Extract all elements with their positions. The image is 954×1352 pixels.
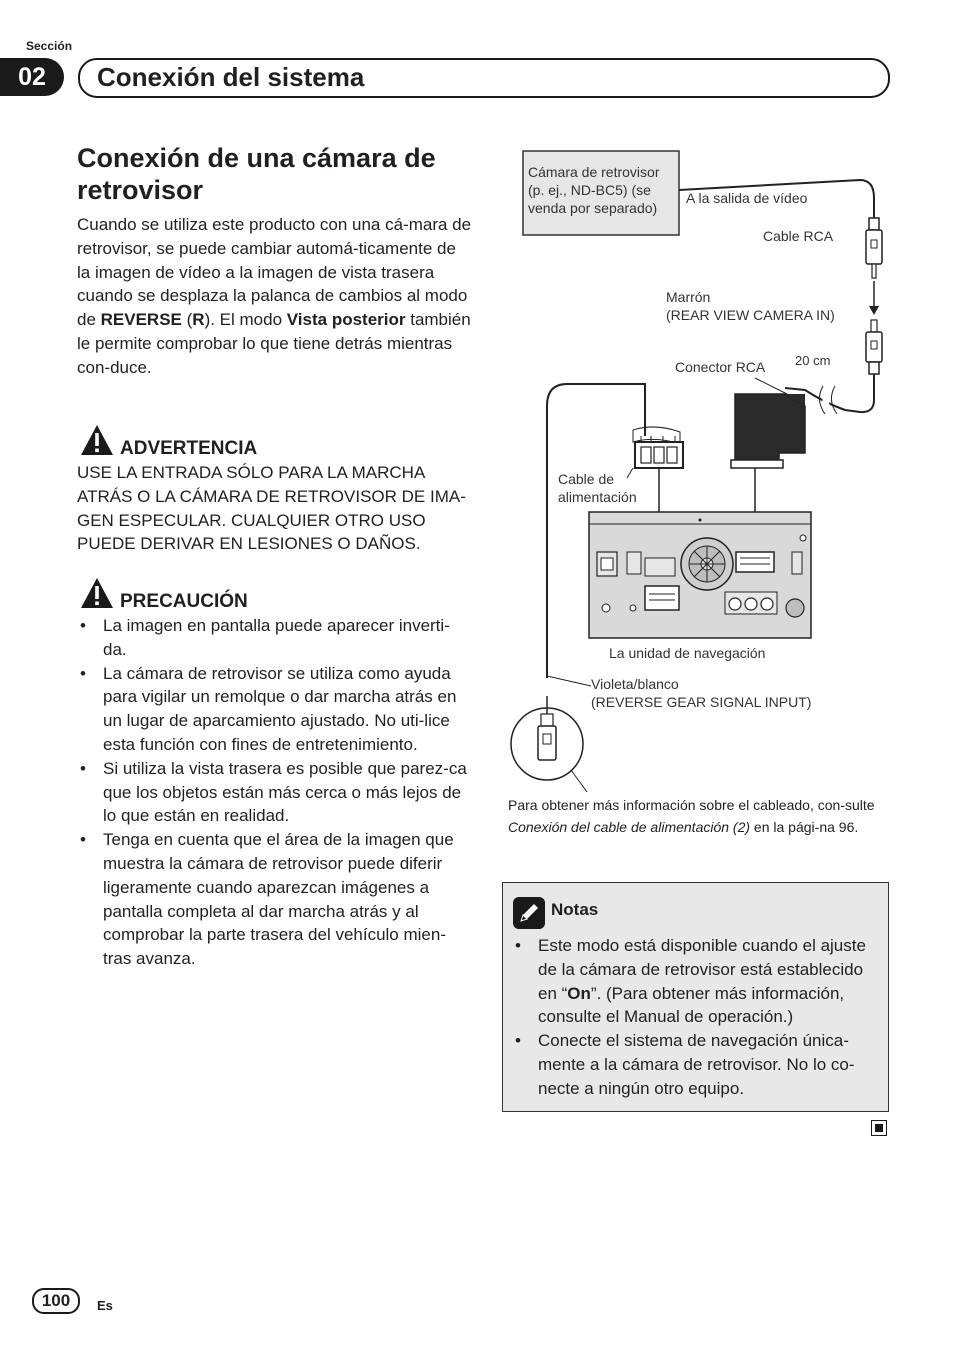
intro-paragraph: Cuando se utiliza este producto con una cá-mara de retrovisor, se puede cambiar automá-ticamente de la imagen de vídeo a la imagen de vista trasera cuando se desplaza la palanca de cambios al modo de REVERSE (R). El modo Vista posterior también le permite comprobar lo que tiene detrás mientras con-duce. (77, 215, 472, 377)
camera-label: Cámara de retrovisor (p. ej., ND-BC5) (se venda por separado) (528, 164, 660, 216)
pencil-icon (513, 897, 545, 929)
page-number: 100 (32, 1288, 80, 1314)
caution-list (77, 614, 469, 971)
power-cable-label: Cable de alimentación (558, 471, 637, 505)
page-title: Conexión de una cámara de retrovisor (77, 143, 436, 205)
length-label: 20 cm (795, 353, 831, 368)
notes-list (512, 934, 882, 1101)
list-item: • Este modo está disponible cuando el ajuste de la cámara de retrovisor está establecido en “On”. (Para obtener más información, consulte el Manual de operación.) (515, 936, 866, 1027)
rca-connector-label: Conector RCA (675, 359, 766, 375)
caution-icon (80, 577, 114, 609)
warning-text: USE LA ENTRADA SÓLO PARA LA MARCHA ATRÁS O LA CÁMARA DE RETROVISOR DE IMA-GEN ESPECULAR. CUALQUIER OTRO USO PUEDE DERIVAR EN LESIONES O DAÑOS. (77, 463, 466, 554)
section-title: Conexión del sistema (97, 62, 365, 92)
brown-wire-label: Marrón (REAR VIEW CAMERA IN) (666, 289, 835, 323)
warning-heading: ADVERTENCIA (120, 438, 258, 459)
section-label: Sección (26, 39, 73, 53)
wiring-diagram (505, 148, 895, 798)
language-code: Es (97, 1298, 113, 1313)
rca-cable-label: Cable RCA (763, 228, 834, 244)
nav-unit-label: La unidad de navegación (609, 645, 766, 661)
list-item: • Tenga en cuenta que el área de la imagen que muestra la cámara de retrovisor puede diferir ligeramente cuando aparezcan imágenes a pantalla completa al dar marcha atrás y al comprobar la parte trasera del vehículo mien-tras avanza. (80, 830, 454, 969)
list-item: • Conecte el sistema de navegación única-mente a la cámara de retrovisor. No lo co-necte a ningún otro equipo. (515, 1031, 855, 1098)
video-output-label: A la salida de vídeo (686, 190, 808, 206)
list-item: • La cámara de retrovisor se utiliza como ayuda para vigilar un remolque o dar marcha atrás en un lugar de aparcamiento ajustado. No uti-lice esta función con fines de entretenimiento. (80, 663, 457, 754)
diagram-caption: Para obtener más información sobre el cableado, con-sulte Conexión del cable de alimentación (2) en la pági-na 96. (508, 797, 875, 835)
notes-title: Notas (551, 900, 599, 919)
end-mark (871, 1120, 887, 1136)
caution-heading: PRECAUCIÓN (120, 591, 248, 612)
list-item: • La imagen en pantalla puede aparecer inverti-da. (80, 616, 450, 659)
violet-wire-label: Violeta/blanco (REVERSE GEAR SIGNAL INPUT) (591, 676, 812, 710)
warning-icon (80, 424, 114, 456)
section-number: 02 (0, 58, 64, 96)
list-item: • Si utiliza la vista trasera es posible que parez-ca que los objetos están más cerca o más lejos de lo que están en realidad. (80, 758, 467, 826)
